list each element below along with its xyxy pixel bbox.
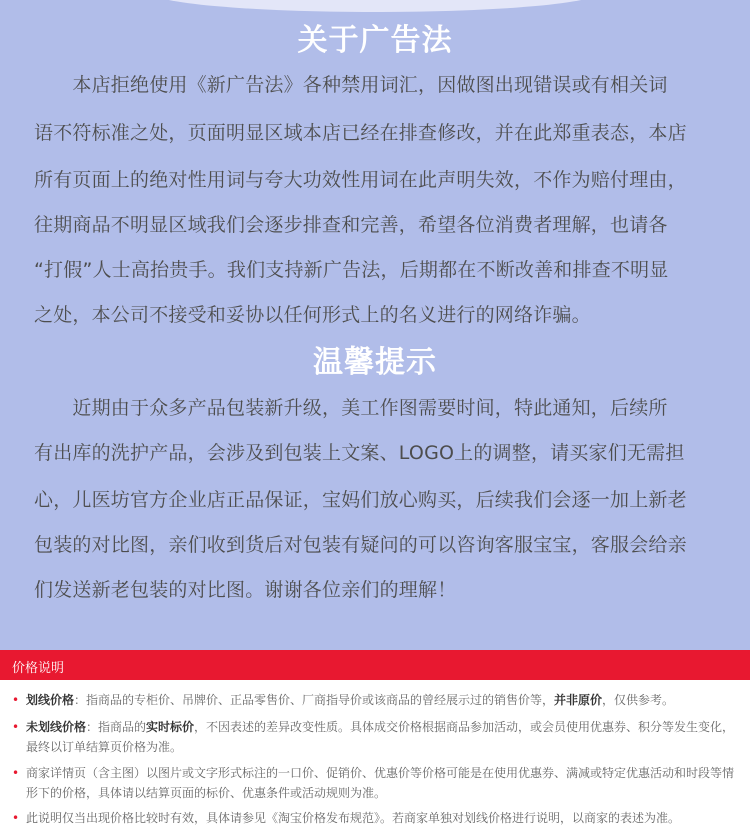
top-wave-decoration	[150, 0, 600, 12]
tips-line: 近期由于众多产品包装新升级，美工作图需要时间，特此通知，后续所	[34, 397, 668, 419]
price-item-text: 商家详情页（含主图）以图片或文字形式标注的一口价、促销价、优惠价等价格可能是在使用优惠券、满减或特定优惠活动和时段等情形下的价格，具体请以结算页面的标价、优惠条件或活动规则为准。	[26, 766, 735, 800]
emphasis-text: 并非原价	[554, 693, 603, 707]
ad-law-line: 本店拒绝使用《新广告法》各种禁用词汇，因做图出现错误或有相关词	[34, 74, 668, 96]
ad-law-line: 之处，本公司不接受和妥协以任何形式上的名义进行的网络诈骗。	[34, 304, 591, 326]
tips-line: 们发送新老包装的对比图。谢谢各位亲们的理解！	[34, 579, 457, 601]
price-item-text: 此说明仅当出现价格比较时有效，具体请参见《淘宝价格发布规范》。若商家单独对划线价格进行说明，以商家的表述为准。	[26, 811, 681, 825]
tips-line: 包装的对比图，亲们收到货后对包装有疑问的可以咨询客服宝宝，客服会给亲	[34, 534, 687, 556]
ad-law-title: 关于广告法	[297, 23, 453, 58]
emphasis-text: 实时标价	[146, 720, 195, 734]
bullet-icon: •	[12, 720, 20, 734]
ad-law-line: 往期商品不明显区域我们会逐步排查和完善，希望各位消费者理解，也请各	[34, 214, 668, 236]
price-item-body: ，不因表述的差异改变性质。具体成交价格根据商品参加活动，或会员使用优惠券、积分等发生变化，最终以订单结算页价格为准。	[26, 720, 735, 754]
price-header-title: 价格说明	[12, 661, 65, 676]
bullet-icon: •	[12, 766, 20, 780]
price-item-body: ：指商品的	[86, 720, 147, 734]
price-item-body: ，仅供参考。	[602, 693, 675, 707]
bullet-icon: •	[12, 811, 20, 825]
price-item-text	[26, 717, 738, 757]
price-item-body: ：指商品的专柜价、吊牌价、正品零售价、厂商指导价或该商品的曾经展示过的销售价等，	[74, 693, 555, 707]
tips-title: 温馨提示	[313, 345, 437, 380]
term-label: 未划线价格	[26, 720, 87, 734]
ad-law-line: 语不符标准之处，页面明显区域本店已经在排查修改，并在此郑重表态，本店	[34, 122, 687, 144]
bullet-icon: •	[12, 693, 20, 707]
price-item-text	[26, 690, 738, 710]
term-label: 划线价格	[26, 693, 75, 707]
tips-line: 有出库的洗护产品，会涉及到包装上文案、LOGO上的调整，请买家们无需担	[34, 442, 685, 464]
tips-line: 心，儿医坊官方企业店正品保证，宝妈们放心购买，后续我们会逐一加上新老	[34, 489, 687, 511]
price-header-bar	[0, 650, 750, 680]
ad-law-line: “打假”人士高抬贵手。我们支持新广告法，后期都在不断改善和排查不明显	[34, 259, 669, 281]
ad-law-line: 所有页面上的绝对性用词与夸大功效性用词在此声明失效，不作为赔付理由，	[34, 169, 687, 191]
